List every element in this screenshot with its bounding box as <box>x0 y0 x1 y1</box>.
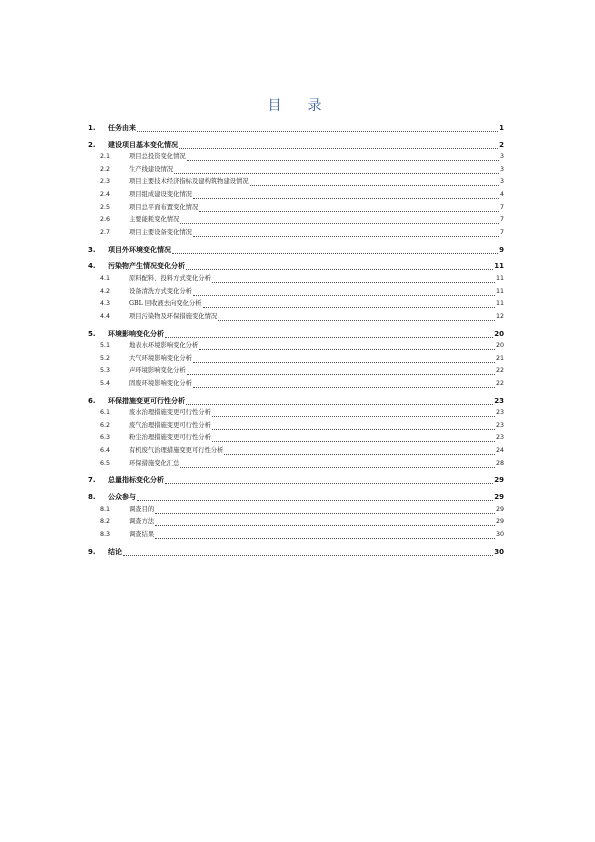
toc-entry-number: 9. <box>88 547 96 556</box>
toc-entry-label: 调查目的 <box>129 505 155 513</box>
toc-entry-label: 调查方法 <box>129 518 155 526</box>
toc-dot-leader <box>203 306 495 308</box>
toc-entry-page-number: 23 <box>495 409 504 417</box>
toc-dot-leader <box>193 294 495 296</box>
toc-entry-number: 8.3 <box>100 531 111 539</box>
toc-entry-label: 大气环境影响变化分析 <box>129 354 192 362</box>
toc-entry-number: 2.2 <box>100 165 111 173</box>
toc-entry-page-number: 28 <box>495 459 504 467</box>
toc-dot-leader <box>186 268 493 270</box>
toc-entry-label: GBL 回收液去向变化分析 <box>129 300 202 308</box>
toc-section-entry[interactable] <box>88 176 504 189</box>
toc-entry-number: 5.2 <box>100 354 111 362</box>
toc-dot-leader <box>212 415 495 417</box>
toc-dot-leader <box>137 499 493 501</box>
toc-entry-label: 地表水环境影响变化分析 <box>129 342 199 350</box>
toc-entry-label: 项目主要设备变化情况 <box>129 228 192 236</box>
toc-entry-number: 6.3 <box>100 434 111 442</box>
toc-section-entry[interactable] <box>88 214 504 227</box>
toc-entry-page-number: 20 <box>494 329 504 338</box>
toc-entry-page-number: 29 <box>495 505 504 513</box>
toc-entry-number: 5.4 <box>100 379 111 387</box>
toc-section-entry[interactable] <box>88 516 504 529</box>
toc-section-entry[interactable] <box>88 298 504 311</box>
toc-entry-number: 4.4 <box>100 312 111 320</box>
toc-entry-label: 公众参与 <box>108 493 136 502</box>
toc-dot-leader <box>155 524 495 526</box>
toc-section-entry[interactable] <box>88 340 504 353</box>
toc-section-entry[interactable] <box>88 407 504 420</box>
toc-entry-page-number: 12 <box>495 312 504 320</box>
toc-entry-number: 2.7 <box>100 228 111 236</box>
toc-entry-number: 2.4 <box>100 190 111 198</box>
toc-entry-number: 7. <box>88 476 96 485</box>
toc-entry-number: 1. <box>88 123 96 132</box>
toc-dot-leader <box>180 466 495 468</box>
toc-chapter-entry[interactable] <box>88 121 504 134</box>
toc-entry-page-number: 23 <box>495 421 504 429</box>
toc-section-entry[interactable] <box>88 419 504 432</box>
toc-entry-label: 声环境影响变化分析 <box>129 367 186 375</box>
toc-dot-leader <box>250 184 499 186</box>
toc-entry-page-number: 11 <box>494 262 504 271</box>
toc-entry-label: 调查结果 <box>129 531 155 539</box>
toc-chapter-entry[interactable] <box>88 243 504 256</box>
toc-entry-number: 6.5 <box>100 459 111 467</box>
toc-dot-leader <box>199 348 495 350</box>
toc-dot-leader <box>174 172 499 174</box>
toc-dot-leader <box>180 222 499 224</box>
toc-entry-page-number: 23 <box>495 434 504 442</box>
toc-dot-leader <box>193 361 495 363</box>
toc-dot-leader <box>224 453 495 455</box>
toc-dot-leader <box>155 512 495 514</box>
toc-dot-leader <box>172 252 498 254</box>
toc-entry-number: 6. <box>88 396 96 405</box>
toc-entry-page-number: 1 <box>499 123 504 132</box>
toc-section-entry[interactable] <box>88 457 504 470</box>
toc-entry-page-number: 9 <box>499 245 504 254</box>
toc-section-entry[interactable] <box>88 432 504 445</box>
toc-entry-number: 8.1 <box>100 505 111 513</box>
toc-entry-page-number: 7 <box>499 216 504 224</box>
toc-entry-number: 5. <box>88 329 96 338</box>
toc-chapter-entry[interactable] <box>88 138 504 151</box>
toc-section-entry[interactable] <box>88 201 504 214</box>
toc-dot-leader <box>187 373 495 375</box>
toc-entry-page-number: 24 <box>495 447 504 455</box>
toc-entry-page-number: 29 <box>494 476 504 485</box>
toc-chapter-entry[interactable] <box>88 490 504 503</box>
toc-dot-leader <box>187 159 499 161</box>
toc-entry-label: 总量指标变化分析 <box>108 476 164 485</box>
toc-entry-label: 项目组成建设变化情况 <box>129 190 192 198</box>
toc-entry-number: 5.3 <box>100 367 111 375</box>
toc-entry-label: 项目外环境变化情况 <box>108 245 171 254</box>
toc-section-entry[interactable] <box>88 377 504 390</box>
toc-dot-leader <box>165 482 493 484</box>
toc-entry-page-number: 2 <box>499 140 504 149</box>
toc-dot-leader <box>212 440 495 442</box>
toc-entry-number: 2.1 <box>100 153 111 161</box>
toc-dot-leader <box>179 147 498 149</box>
toc-entry-label: 任务由来 <box>108 123 136 132</box>
toc-entry-page-number: 23 <box>494 396 504 405</box>
toc-entry-number: 6.1 <box>100 409 111 417</box>
toc-entry-number: 4.3 <box>100 300 111 308</box>
toc-entry-page-number: 29 <box>494 493 504 502</box>
toc-entry-label: 生产线建设情况 <box>129 165 174 173</box>
toc-entry-label: 粉尘治理措施变更可行性分析 <box>129 434 211 442</box>
toc-entry-page-number: 30 <box>495 531 504 539</box>
toc-entry-number: 4. <box>88 262 96 271</box>
toc-entry-page-number: 7 <box>499 203 504 211</box>
toc-section-entry[interactable] <box>88 352 504 365</box>
toc-entry-number: 8. <box>88 493 96 502</box>
toc-section-entry[interactable] <box>88 444 504 457</box>
toc-entry-number: 3. <box>88 245 96 254</box>
toc-chapter-entry[interactable] <box>88 327 504 340</box>
toc-entry-label: 建设项目基本变化情况 <box>108 140 178 149</box>
toc-entry-page-number: 20 <box>495 342 504 350</box>
toc-chapter-entry[interactable] <box>88 394 504 407</box>
toc-entry-number: 8.2 <box>100 518 111 526</box>
toc-section-entry[interactable] <box>88 528 504 541</box>
toc-entry-label: 项目总平面布置变化情况 <box>129 203 199 211</box>
toc-title: 目 录 <box>267 98 328 114</box>
toc-section-entry[interactable] <box>88 151 504 164</box>
toc-dot-leader <box>212 281 495 283</box>
toc-entry-label: 废气治理措施变更可行性分析 <box>129 421 211 429</box>
toc-entry-number: 4.1 <box>100 274 111 282</box>
toc-section-entry[interactable] <box>88 272 504 285</box>
toc-entry-label: 原料配料、投料方式变化分析 <box>129 274 211 282</box>
toc-dot-leader <box>186 403 493 405</box>
toc-dot-leader <box>193 235 499 237</box>
toc-entry-label: 主要能耗变化情况 <box>129 216 180 224</box>
toc-entry-page-number: 3 <box>499 153 504 161</box>
toc-entry-page-number: 7 <box>499 228 504 236</box>
toc-entry-page-number: 4 <box>499 190 504 198</box>
toc-entry-label: 有机废气治理措施变更可行性分析 <box>129 447 224 455</box>
toc-entry-label: 结论 <box>108 547 122 556</box>
toc-entry-page-number: 22 <box>495 379 504 387</box>
toc-dot-leader <box>165 336 493 338</box>
toc-section-entry[interactable] <box>88 163 504 176</box>
toc-section-entry[interactable] <box>88 503 504 516</box>
toc-entry-number: 6.2 <box>100 421 111 429</box>
toc-section-entry[interactable] <box>88 285 504 298</box>
toc-entry-page-number: 11 <box>495 287 504 295</box>
toc-chapter-entry[interactable] <box>88 260 504 273</box>
toc-dot-leader <box>199 210 499 212</box>
toc-entry-page-number: 30 <box>494 547 504 556</box>
toc-entry-label: 环保措施变更可行性分析 <box>108 396 185 405</box>
toc-entry-label: 环境影响变化分析 <box>108 329 164 338</box>
toc-entry-label: 项目污染物及环保措施变化情况 <box>129 312 218 320</box>
toc-entry-page-number: 3 <box>499 165 504 173</box>
toc-section-entry[interactable] <box>88 310 504 323</box>
toc-entry-number: 2.6 <box>100 216 111 224</box>
toc-chapter-entry[interactable] <box>88 545 504 558</box>
toc-entry-number: 4.2 <box>100 287 111 295</box>
toc-entry-number: 2.3 <box>100 178 111 186</box>
toc-dot-leader <box>193 386 495 388</box>
toc-entry-label: 项目主要技术经济指标及建构筑物建设情况 <box>129 178 249 186</box>
toc-entry-page-number: 11 <box>495 300 504 308</box>
toc-dot-leader <box>218 319 495 321</box>
toc-entry-number: 5.1 <box>100 342 111 350</box>
toc-dot-leader <box>123 554 493 556</box>
toc-entry-number: 6.4 <box>100 447 111 455</box>
toc-section-entry[interactable] <box>88 365 504 378</box>
toc-dot-leader <box>212 428 495 430</box>
toc-entry-page-number: 22 <box>495 367 504 375</box>
toc-entry-label: 固废环境影响变化分析 <box>129 379 192 387</box>
toc-entry-page-number: 29 <box>495 518 504 526</box>
toc-section-entry[interactable] <box>88 226 504 239</box>
toc-entry-label: 污染物产生情况变化分析 <box>108 262 185 271</box>
toc-dot-leader <box>155 537 495 539</box>
toc-entry-label: 项目总投资变化情况 <box>129 153 186 161</box>
toc-entry-label: 废水治理措施变更可行性分析 <box>129 409 211 417</box>
toc-entry-page-number: 11 <box>495 274 504 282</box>
toc-entry-number: 2. <box>88 140 96 149</box>
toc-entry-label: 设备清洗方式变化分析 <box>129 287 192 295</box>
toc-chapter-entry[interactable] <box>88 474 504 487</box>
toc-section-entry[interactable] <box>88 188 504 201</box>
toc-entry-label: 环保措施变化汇总 <box>129 459 180 467</box>
toc-dot-leader <box>193 197 499 199</box>
toc-entry-page-number: 3 <box>499 178 504 186</box>
table-of-contents <box>88 121 504 558</box>
toc-dot-leader <box>137 130 498 132</box>
toc-entry-number: 2.5 <box>100 203 111 211</box>
toc-entry-page-number: 21 <box>495 354 504 362</box>
